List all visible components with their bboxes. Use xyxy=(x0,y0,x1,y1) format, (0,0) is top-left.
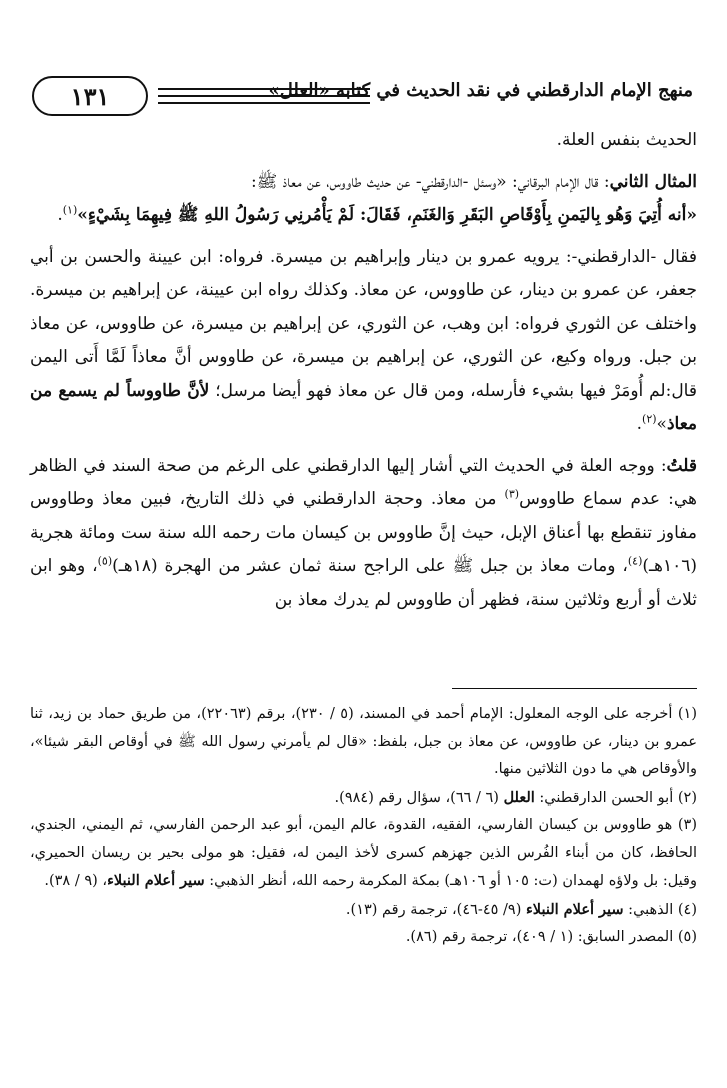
footnote-text: (٦ / ٦٦)، سؤال رقم (٩٨٤). xyxy=(334,789,504,806)
example-label: المثال الثاني xyxy=(609,171,697,192)
page-header xyxy=(30,70,695,124)
qultu-label: قلتُ xyxy=(666,455,697,476)
footnote-number: (٥) xyxy=(677,929,697,945)
footnote-1 xyxy=(30,701,697,784)
emphasis-text: لأنَّ طاووساً لم يسمع من معاذ xyxy=(30,380,697,434)
header-rule xyxy=(158,88,370,90)
footnote-number: (٤) xyxy=(677,901,697,918)
header-rule xyxy=(158,95,370,97)
footnote-number: (٢) xyxy=(677,789,697,806)
header-rule xyxy=(158,102,370,104)
footnote-number: (١) xyxy=(677,706,697,722)
footnote-ref[interactable]: (٥) xyxy=(97,554,113,568)
footnote-text: أخرجه على الوجه المعلول: الإمام أحمد في المسند، (٥ / ٢٣٠)، برقم (٢٢٠٦٣)، من طريق حماد بن زيد، ثنا عمرو بن دينار، عن طاووس، عن معاذ بن جبل، بلفظ: «قال لم يأمرني رسول الله ﷺ في أوقاص البقر شيئا»، والأوقاص هي ما دون الثلاثين منها. xyxy=(30,706,697,777)
paragraph-4 xyxy=(30,450,697,618)
footnote-text: المصدر السابق: (١ / ٤٠٩)، ترجمة رقم (٨٦). xyxy=(405,929,674,945)
book-title: العلل xyxy=(503,788,535,806)
paragraph-1: الحديث بنفس العلة. xyxy=(556,130,697,150)
footnote-text: هو طاووس بن كيسان الفارسي، الفقيه، القدوة، عالم اليمن، أبو عبد الرحمن الفارسي، ثم اليمني، الجندي، الحافظ، كان من أبناء الفُرس الذين جهزهم كسرى لأخذ اليمن له، فقيل: هو مولى بحير بن ريسان الحميري، وقيل: بل ولاؤه لهمدان (ت: ١٠٥ أو ١٠٦هـ) بمكة المكرمة رحمه الله، أنظر الذهبي: xyxy=(30,817,697,889)
footnote-5 xyxy=(30,924,697,952)
paragraph-4-text: : ووجه العلة في الحديث التي أشار إليها الدارقطني على الرغم من صحة السند في الظاهر هي: عدم سماع طاووس xyxy=(30,455,697,509)
running-title: منهج الإمام الدارقطني في نقد الحديث في كتابه «العلل» xyxy=(268,80,693,101)
paragraph-4-text: من معاذ. وحجة الدارقطني في ذلك التاريخ، فبين معاذ وطاووس مفاوز تنقطع بها أعناق الإبل، حيث إنَّ طاووس بن كيسان مات رحمه الله سنة ست ومائة هجرية (١٠٦هـ) xyxy=(30,489,697,576)
page-number-badge xyxy=(32,76,148,116)
footnote-text: الذهبي: xyxy=(623,901,674,918)
footnote-text: ، (٩ / ٣٨). xyxy=(44,873,108,889)
paragraph-2-text: : قال الإمام البرقاني: «وسئل -الدارقطني- عن حديث طاووس، عن معاذ ﷺ: xyxy=(251,171,610,192)
footnote-text: (٩/ ٤٥-٤٦)، ترجمة رقم (١٣). xyxy=(345,901,526,918)
footnotes xyxy=(30,701,697,952)
footnote-ref[interactable]: (١) xyxy=(62,203,78,217)
footnote-number: (٣) xyxy=(677,817,697,833)
footnote-ref[interactable]: (٢) xyxy=(642,412,657,426)
paragraph-3: فقال -الدارقطني-: يرويه عمرو بن دينار وإبراهيم بن ميسرة. فرواه: ابن عيينة والحسن بن أبي جعفر، عن عمرو بن دينار، عن طاووس، عن معاذ. وكذلك رواه ابن عيينة، عن إبراهيم بن ميسرة. واختلف عن الثوري فرواه: ابن وهب، عن الثوري، عن إبراهيم بن ميسرة، عن طاووس، عن معاذ بن جبل. ورواه وكيع، عن الثوري، عن إبراهيم بن ميسرة، عن طاووس أنَّ معاذاً لَمَّا أَتى اليمن قال:لم أُومَرْ فيها بشيء فأرسله، ومن قال عن معاذ فهو أيضا مرسل؛ لأنَّ طاووساً لم يسمع من معاذ»$^{(٢)}$. xyxy=(30,246,697,434)
footnote-ref[interactable]: (٣) xyxy=(504,487,520,501)
paragraph-4-text: ، وهو ابن ثلاث أو أربع وثلاثين سنة، فظهر أن طاووس لم يدرك معاذ بن xyxy=(30,556,697,610)
footnote-ref[interactable]: (٤) xyxy=(627,554,643,568)
book-title: سير أعلام النبلاء xyxy=(107,872,205,889)
quote-mark: » xyxy=(656,414,667,434)
footnote-divider xyxy=(452,688,697,689)
paragraph-4-text: ، ومات معاذ بن جبل ﷺ على الراجح سنة ثمان عشر من الهجرة (١٨هـ) xyxy=(112,556,628,576)
footnote-3 xyxy=(30,812,697,896)
footnote-4 xyxy=(30,896,697,925)
page-number: ١٣١ xyxy=(70,81,110,111)
hadith-text: «أنه أُتِيَ وَهُو بِاليَمنِ بِأَوْقَاصِ البَقَرِ وَالغَنَمِ، فَقَالَ: لَمْ يَأْمُرنِي رَسُولُ اللهِ ﷺ فِيهِمَا بِشَيْءٍ» xyxy=(77,205,697,225)
footnote-2 xyxy=(30,784,697,813)
book-title: سير أعلام النبلاء xyxy=(525,900,624,918)
main-text xyxy=(30,124,697,617)
paragraph-2: المثال الثاني: قال الإمام البرقاني: «وسئل -الدارقطني- عن حديث طاووس، عن معاذ ﷺ: «أنه أُتِيَ وَهُو بِاليَمنِ بِأَوْقَاصِ البَقَرِ وَالغَنَمِ، فَقَالَ: لَمْ يَأْمُرنِي رَسُولُ اللهِ ﷺ فِيهِمَا بِشَيْءٍ»$^{(١)}$. xyxy=(57,171,697,225)
footnote-text: أبو الحسن الدارقطني: xyxy=(534,789,674,806)
paragraph-3-text: فقال -الدارقطني-: يرويه عمرو بن دينار وإبراهيم بن ميسرة. فرواه: ابن عيينة والحسن بن أبي جعفر، عن عمرو بن دينار، عن طاووس، عن معاذ. وكذلك رواه ابن عيينة، عن إبراهيم بن ميسرة. واختلف عن الثوري فرواه: ابن وهب، عن الثوري، عن إبراهيم بن ميسرة، عن طاووس، عن معاذ بن جبل. ورواه وكيع، عن الثوري، عن إبراهيم بن ميسرة، عن طاووس أنَّ معاذاً لَمَّا أَتى اليمن قال:لم أُومَرْ فيها بشيء فأرسله، ومن قال عن معاذ فهو أيضا مرسل؛ xyxy=(30,246,697,401)
